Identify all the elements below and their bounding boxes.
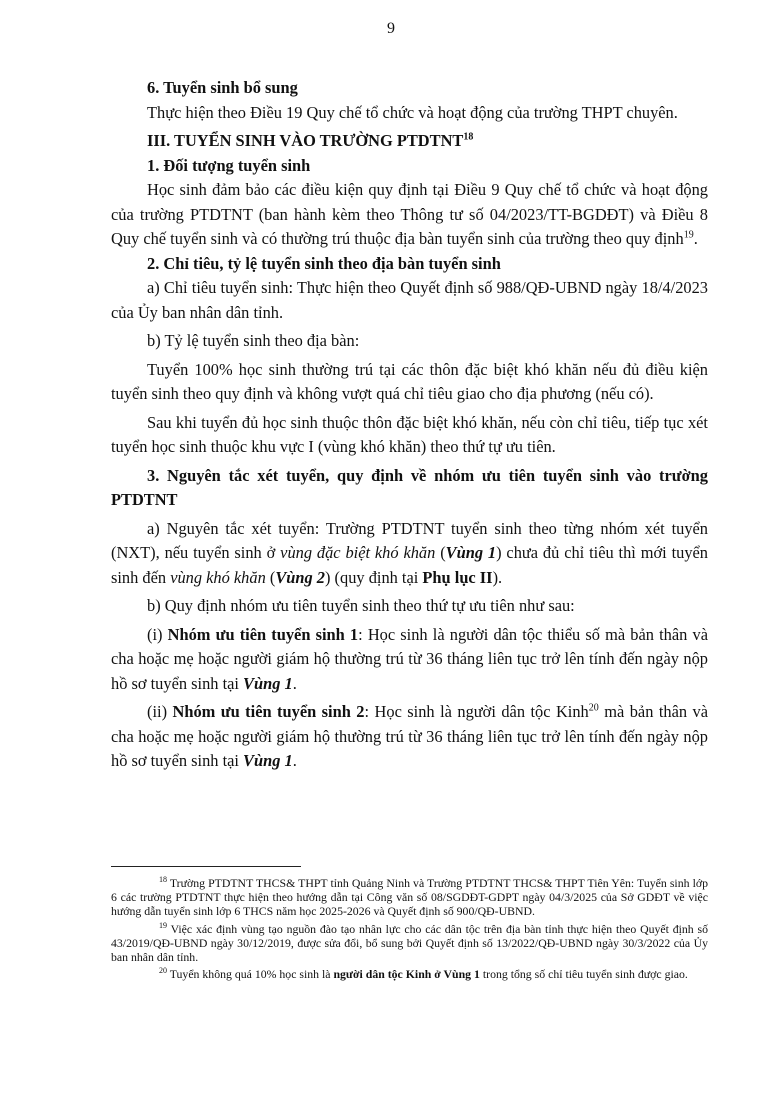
footnote-ref-18: 18 bbox=[463, 131, 474, 143]
priority-group-2-label: Nhóm ưu tiên tuyển sinh 2 bbox=[172, 702, 365, 721]
region-phrase-1: vùng đặc biệt khó khăn bbox=[280, 543, 436, 562]
section-III-2-a: a) Chỉ tiêu tuyển sinh: Thực hiện theo Quyết định số 988/QĐ-UBND ngày 18/4/2023 của Ủy ban nhân dân tỉnh. bbox=[111, 278, 708, 322]
section-III-1-body: Học sinh đảm bảo các điều kiện quy định tại Điều 9 Quy chế tổ chức và hoạt động của trường PTDTNT (ban hành kèm theo Thông tư số 04/2023/TT-BGDĐT) và Điều 8 Quy chế tuyển sinh và có thường trú thuộc địa bàn tuyển sinh của trường theo quy định bbox=[111, 180, 708, 248]
footnote-18: $^{18}$ Trường PTDTNT THCS& THPT tỉnh Quảng Ninh và Trường PTDTNT THCS& THPT Tiên Yên: Tuyển sinh lớp 6 các trường PTDTNT thực hiện theo hướng dẫn tại Công văn số 08/SGDĐT-GDPT ngày 04/3/2025 của Sở GDĐT về việc hướng dẫn tuyển sinh lớp 6 THCS năm học 2025-2026 và Quyết định số 900/QĐ-UBND. bbox=[111, 875, 708, 919]
appendix-ref: Phụ lục II bbox=[422, 567, 493, 587]
footnote-ref-20: 20 bbox=[588, 702, 599, 714]
footnote-ref-19: 19 bbox=[683, 229, 694, 241]
section-III-3-b: b) Quy định nhóm ưu tiên tuyển sinh theo thứ tự ưu tiên như sau: bbox=[147, 596, 575, 615]
section-III-2-heading: 2. Chỉ tiêu, tỷ lệ tuyển sinh theo địa bàn tuyển sinh bbox=[147, 253, 501, 273]
section-III-3-a: a) Nguyên tắc xét tuyển: Trường PTDTNT tuyển sinh theo từng nhóm xét tuyển (NXT), nếu tuyển sinh ở vùng đặc biệt khó khăn (Vùng 1) chưa đủ chỉ tiêu thì mới tuyển sinh đến vùng khó khăn (Vùng 2) (quy định tại Phụ lục II). bbox=[111, 518, 709, 587]
section-6-text: Thực hiện theo Điều 19 Quy chế tổ chức và hoạt động của trường THPT chuyên. bbox=[147, 102, 678, 122]
document-body bbox=[111, 76, 708, 774]
region-phrase-2: vùng khó khăn bbox=[170, 567, 266, 587]
section-III-2-p1: Tuyển 100% học sinh thường trú tại các thôn đặc biệt khó khăn nếu đủ điều kiện tuyển sinh theo quy định và không vượt quá chỉ tiêu giao cho địa phương (nếu có). bbox=[111, 359, 708, 403]
section-III-1-text bbox=[111, 178, 708, 252]
priority-group-2: (ii) Nhóm ưu tiên tuyển sinh 2: Học sinh là người dân tộc Kinh$^{20}$ mà bản thân và cha hoặc mẹ hoặc người giám hộ thường trú từ 36 tháng liên tục trở lên tính đến ngày nộp hồ sơ tuyển sinh tại Vùng 1. bbox=[111, 702, 709, 770]
section-III-2-p2: Sau khi tuyển đủ học sinh thuộc thôn đặc biệt khó khăn, nếu còn chỉ tiêu, tiếp tục xét tuyển học sinh thuộc khu vực I (vùng khó khăn) theo thứ tự ưu tiên. bbox=[111, 412, 708, 456]
region-2-label: Vùng 2 bbox=[275, 567, 325, 587]
section-III-3-heading: 3. Nguyên tắc xét tuyển, quy định về nhóm ưu tiên tuyển sinh vào trường PTDTNT bbox=[111, 465, 708, 509]
footnote-divider bbox=[111, 866, 301, 867]
section-III-title: III. TUYỂN SINH VÀO TRƯỜNG PTDTNT bbox=[147, 131, 464, 150]
section-6-heading: 6. Tuyển sinh bổ sung bbox=[147, 78, 298, 97]
section-III-1-end: . bbox=[693, 229, 698, 248]
footnote-20: $^{20}$ Tuyển không quá 10% học sinh là người dân tộc Kinh ở Vùng 1 trong tổng số chỉ tiêu tuyển sinh được giao. bbox=[159, 966, 688, 982]
page-number: 9 bbox=[387, 20, 395, 37]
priority-group-1: (i) Nhóm ưu tiên tuyển sinh 1: Học sinh là người dân tộc thiểu số mà bản thân và cha hoặc mẹ hoặc người giám hộ thường trú từ 36 tháng liên tục trở lên tính đến ngày nộp hồ sơ tuyển sinh tại Vùng 1. bbox=[111, 624, 708, 693]
footnotes bbox=[111, 876, 708, 984]
section-III-heading bbox=[111, 129, 708, 154]
footnote-19: $^{19}$ Việc xác định vùng tạo nguồn đào tạo nhân lực cho các dân tộc trên địa bàn tỉnh thực hiện theo Quyết định số 43/2019/QĐ-UBND ngày 30/12/2019, được sửa đổi, bổ sung bởi Quyết định số 13/2022/QĐ-UBND ngày 30/3/2022 của Ủy ban nhân dân tỉnh. bbox=[111, 920, 708, 965]
section-III-1-heading: 1. Đối tượng tuyển sinh bbox=[147, 155, 311, 175]
region-1-label: Vùng 1 bbox=[445, 543, 497, 562]
region-1-label: Vùng 1 bbox=[243, 673, 293, 693]
priority-group-1-label: Nhóm ưu tiên tuyển sinh 1 bbox=[167, 624, 359, 644]
region-1-label: Vùng 1 bbox=[243, 751, 293, 770]
section-III-2-b: b) Tỷ lệ tuyển sinh theo địa bàn: bbox=[147, 331, 360, 350]
